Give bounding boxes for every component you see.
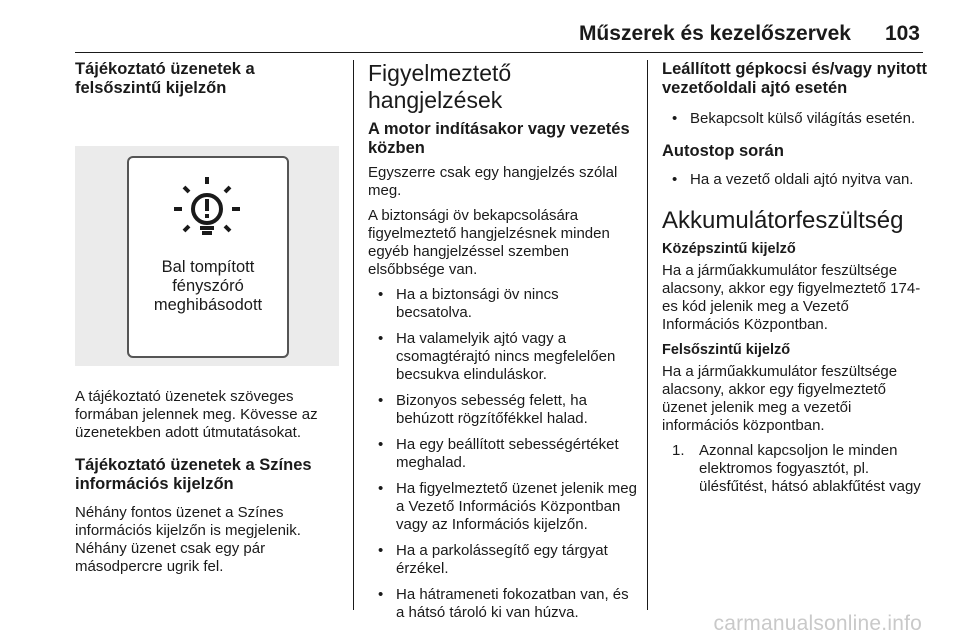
list-item: • Ha a vezető oldali ajtó nyitva van. (662, 171, 928, 189)
paragraph: Ha a járműakkumulátor feszültsége alacsony, akkor egy figyelmeztető 174-es kód jelenik meg a Vezető Információs Központban. (662, 262, 921, 333)
list-item: • Ha hátrameneti fokozatban van, és a hátsó tároló ki van húzva. (368, 586, 638, 622)
subsection-heading: Középszintű kijelző (662, 241, 796, 257)
section-heading: A motor indításakor vagy vezetés közben (368, 120, 630, 157)
display-line: meghibásodott (153, 296, 263, 314)
section-heading: Tájékoztató üzenetek a felsőszintű kijelzőn (75, 60, 255, 97)
subsection-heading: Felsőszintű kijelző (662, 342, 791, 358)
message-figure (75, 146, 339, 366)
display-line: fényszóró (172, 277, 244, 295)
watermark: carmanualsonline.info (713, 612, 922, 635)
list-item: • Ha egy beállított sebességértéket meghalad. (368, 436, 638, 472)
bullet-list (662, 110, 928, 128)
column-2 (368, 60, 638, 630)
headlight-warning-icon (171, 176, 243, 248)
display-screen (127, 156, 289, 358)
display-line: Bal tompított (161, 258, 255, 276)
list-item (672, 442, 928, 496)
paragraph: A biztonsági öv bekapcsolására figyelmeztető hangjelzésnek minden egyéb hangjelzéssel szemben elsőbbsége van. (368, 207, 610, 278)
section-heading: Leállított gépkocsi és/vagy nyitott vezetőoldali ajtó esetén (662, 60, 927, 97)
numbered-list (662, 442, 928, 496)
list-item: • Bekapcsolt külső világítás esetén. (662, 110, 928, 128)
list-item: • Bizonyos sebesség felett, ha behúzott rögzítőfékkel halad. (368, 392, 638, 428)
section-heading: Tájékoztató üzenetek a Színes információs kijelzőn (75, 456, 312, 493)
paragraph: Egyszerre csak egy hangjelzés szólal meg. (368, 164, 618, 199)
column-1 (75, 60, 343, 583)
header-divider (75, 52, 923, 53)
paragraph: Ha a járműakkumulátor feszültsége alacsony, akkor egy figyelmeztető üzenet jelenik meg a vezetői információs központban. (662, 363, 898, 434)
page-header (579, 22, 920, 46)
step-number: 1. (672, 442, 685, 459)
step-text: Azonnal kapcsoljon le minden elektromos fogyasztót, pl. ülésfűtést, hátsó ablakfűtést vagy (699, 442, 921, 495)
list-item: • Ha a parkolássegítő egy tárgyat érzékel. (368, 542, 638, 578)
section-heading: Autostop során (662, 142, 784, 160)
chapter-heading: Akkumulátorfeszültség (662, 207, 904, 234)
list-item: • Ha a biztonsági öv nincs becsatolva. (368, 286, 638, 322)
column-divider-2 (647, 60, 648, 610)
paragraph: Néhány fontos üzenet a Színes információs kijelzőn is megjelenik. Néhány üzenet csak egy pár másodpercre ugrik fel. (75, 504, 301, 575)
bullet-list (662, 171, 928, 189)
page-number: 103 (884, 22, 920, 45)
header-title: Műszerek és kezelőszervek (578, 22, 851, 45)
list-item: • Ha valamelyik ajtó vagy a csomagtérajtó nincs megfelelően becsukva elinduláskor. (368, 330, 638, 384)
column-3 (662, 60, 928, 496)
display-message (129, 258, 287, 315)
chapter-heading: Figyelmeztető hangjelzések (368, 60, 512, 113)
bullet-list (368, 286, 638, 622)
paragraph: A tájékoztató üzenetek szöveges formában jelennek meg. Kövesse az üzenetekben adott útmutatásokat. (75, 388, 318, 441)
column-divider-1 (353, 60, 354, 610)
list-item: • Ha figyelmeztető üzenet jelenik meg a Vezető Információs Központban vagy az Információs kijelzőn. (368, 480, 638, 534)
